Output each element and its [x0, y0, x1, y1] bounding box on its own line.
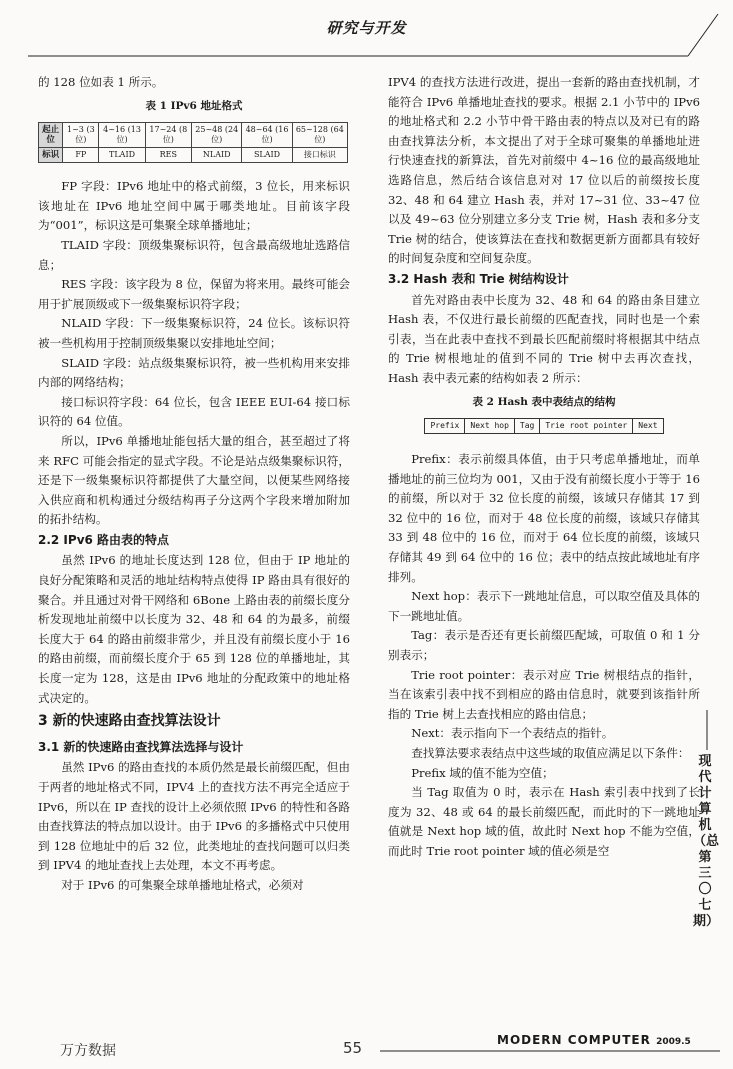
paragraph: Prefix：表示前缀具体值，由于只考虑单播地址，而单播地址的前三位均为 001，又由于没有前缀长度小于等于 16 的前缀，所以对于 32 位长度的前缀，该域只存储其 17 到 32 位中的 16 位，而对于 48 位长度的前缀，该域只存储其 33 到 48 位中的 16 位，而对于 64 位长度的前缀，该域只存储其 49 到 64 位中的 16 位；表中的结点按此域地址有序排列。 — [388, 452, 700, 584]
table2-cell: Tag — [514, 419, 539, 434]
paragraph: RES 字段：该字段为 8 位，保留为将来用。最终可能会用于扩展顶级或下一级集聚标识符字段； — [38, 277, 350, 311]
paragraph: IPV4 的查找方法进行改进，提出一套新的路由查找机制，才能符合 IPv6 单播地址查找的要求。根据 2.1 小节中的 IPv6 的地址格式和 2.2 小节中骨干路由表的特点以及对已有的路由查找算法分析，本文提出了对于全球可聚集的单播地址进行快速查找的新算法，首先对前缀中 4~16 位的最高级地址选路信息，然后结合该信息对对 17 位以后的前缀按长度 32、48 和 64 建立 Hash 表，并对 17~31 位、33~47 位以及 49~63 位分别建立多分支 Trie 树，Hash 表和多分支 Trie 树的结合，使该算法在查找和数据更新方面都具有较好的时间复杂度和空间复杂度。 — [388, 75, 700, 266]
table1-cell: FP — [63, 148, 99, 163]
paragraph: 当 Tag 取值为 0 时，表示在 Hash 索引表中找到了长度为 32、48 或 64 的最长前缀匹配，而此时的下一跳地址值就是 Next hop 域的值，故此时 Next hop 不能为空值，而此时 Trie root pointer 域的值必须是空 — [388, 785, 700, 858]
table1-cell: 17~24 (8位) — [145, 123, 191, 148]
table1-cell: RES — [145, 148, 191, 163]
table1-cell: 48~64 (16位) — [242, 123, 292, 148]
table2-cell: Next hop — [465, 419, 515, 434]
right-column — [388, 73, 700, 862]
paragraph: NLAID 字段：下一级集聚标识符，24 位长。该标识符被一些机构用于控制顶级集聚以安排地址空间； — [38, 316, 350, 350]
left-column — [38, 73, 350, 896]
table1-cell: SLAID — [242, 148, 292, 163]
table1-cell: NLAID — [192, 148, 242, 163]
paragraph: Next：表示指向下一个表结点的指针。 — [411, 726, 614, 741]
table1-cell: 25~48 (24位) — [192, 123, 242, 148]
section-heading-3-2: 3.2 Hash 表和 Trie 树结构设计 — [388, 271, 569, 286]
running-header: 研究与开发 — [326, 19, 407, 37]
paragraph: Next hop：表示下一跳地址信息，可以取空值及具体的下一跳地址值。 — [388, 589, 700, 623]
issue-text: 2009.5 — [656, 1037, 691, 1047]
paragraph: 对于 IPv6 的可集聚全球单播地址格式，必须对 — [61, 877, 304, 892]
table1-row-header: 起止位 — [39, 123, 63, 148]
table1-cell: 4~16 (13位) — [99, 123, 145, 148]
paragraph: Prefix 域的值不能为空值； — [411, 765, 554, 780]
table1-cell: TLAID — [99, 148, 145, 163]
table1-cell: 65~128 (64位) — [292, 123, 347, 148]
section-heading-2-2: 2.2 IPv6 路由表的特点 — [38, 532, 170, 547]
paragraph: 虽然 IPv6 的地址长度达到 128 位，但由于 IP 地址的良好分配策略和灵活的地址结构特点使得 IP 路由具有很好的聚合。并且通过对骨干网络和 6Bone 上路由表的前缀长度分析发现地址前缀中以长度为 32、48 和 64 的为最多，前缀长度大于 64 的路由前缀非常少，并且没有前缀长度小于 16 的路由前缀，而前缀长度介于 65 到 128 位的单播地址，其长度一定为 128，这是由 IPv6 地址的分配政策中的地址格式决定的。 — [38, 553, 350, 705]
side-rule — [705, 710, 709, 760]
table2-cell: Trie root pointer — [540, 419, 633, 434]
address-format-table — [38, 122, 348, 163]
hash-node-table — [424, 418, 663, 434]
journal-brand — [497, 1033, 691, 1047]
table1-row-header: 标识 — [39, 148, 63, 163]
paragraph: SLAID 字段：站点级集聚标识符，被一些机构用来安排内部的网络结构； — [38, 355, 350, 390]
brand-text: MODERN COMPUTER — [497, 1033, 651, 1047]
table1-cell: 接口标识 — [292, 148, 347, 163]
table1-caption: 表 1 IPv6 地址格式 — [145, 99, 243, 112]
intro-text: 的 128 位如表 1 所示。 — [38, 75, 164, 89]
page-number: 55 — [343, 1039, 363, 1057]
paragraph: Tag：表示是否还有更长前缀匹配域，可取值 0 和 1 分别表示； — [388, 628, 700, 663]
table2-cell: Prefix — [425, 419, 465, 434]
paragraph: FP 字段：IPv6 地址中的格式前缀，3 位长，用来标识该地址在 IPv6 地址空间中属于哪类地址。目前该字段为“001”，标识这是可集聚全球单播地址； — [38, 179, 350, 233]
section-heading-3: 3 新的快速路由查找算法设计 — [38, 713, 221, 730]
table2-caption: 表 2 Hash 表中表结点的结构 — [472, 395, 616, 408]
section-heading-3-1: 3.1 新的快速路由查找算法选择与设计 — [38, 739, 244, 754]
paragraph: 查找算法要求表结点中这些域的取值应满足以下条件： — [411, 746, 690, 760]
paragraph: 首先对路由表中长度为 32、48 和 64 的路由条目建立 Hash 表，不仅进行最长前缀的匹配查找，同时也是一个索引表，当在此表中查找不到最长匹配前缀时将根据其中结点的 Trie 树根地址的值到不同的 Trie 树中去再次查找，Hash 表中表元素的结构如表 2 所示： — [388, 292, 700, 385]
watermark: 万方数据 — [60, 1043, 116, 1059]
table2-cell: Next — [633, 419, 663, 434]
paragraph: 接口标识符字段：64 位长，包含 IEEE EUI-64 接口标识符的 64 位值。 — [38, 394, 350, 429]
table1-cell: 1~3 (3位) — [63, 123, 99, 148]
paragraph: 虽然 IPv6 的路由查找的本质仍然是最长前缀匹配，但由于两者的地址格式不同，IPV4 上的查找方法不再完全适应于 IPv6，所以在 IP 查找的设计上必须依照 IPv6 的特性和各路由查找算法的特点加以设计。由于 IPv6 的多播格式中只使用到 128 位地址中的后 32 位，此类地址的查找问题可以归类到 IPV4 的地址查找上去处理，本文不再考虑。 — [38, 760, 350, 873]
paragraph: TLAID 字段：顶级集聚标识符，包含最高级地址选路信息； — [38, 237, 350, 272]
journal-side-label: 现代计算机（总第三〇七期） — [693, 754, 720, 929]
paragraph: Trie root pointer：表示对应 Trie 树根结点的指针，当在该索引表中找不到相应的路由信息时，就要到该指针所指的 Trie 树上去查找相应的路由信息； — [388, 667, 700, 721]
paragraph: 所以，IPv6 单播地址能包括大量的组合，甚至超过了将来 RFC 可能会指定的显式字段。不论是站点级集聚标识符，还是下一级集聚标识符都提供了大量空间，以便某些网络接入供应商和机构通过分级结构再子分这两个字段来增加附加的拓扑结构。 — [38, 433, 350, 527]
